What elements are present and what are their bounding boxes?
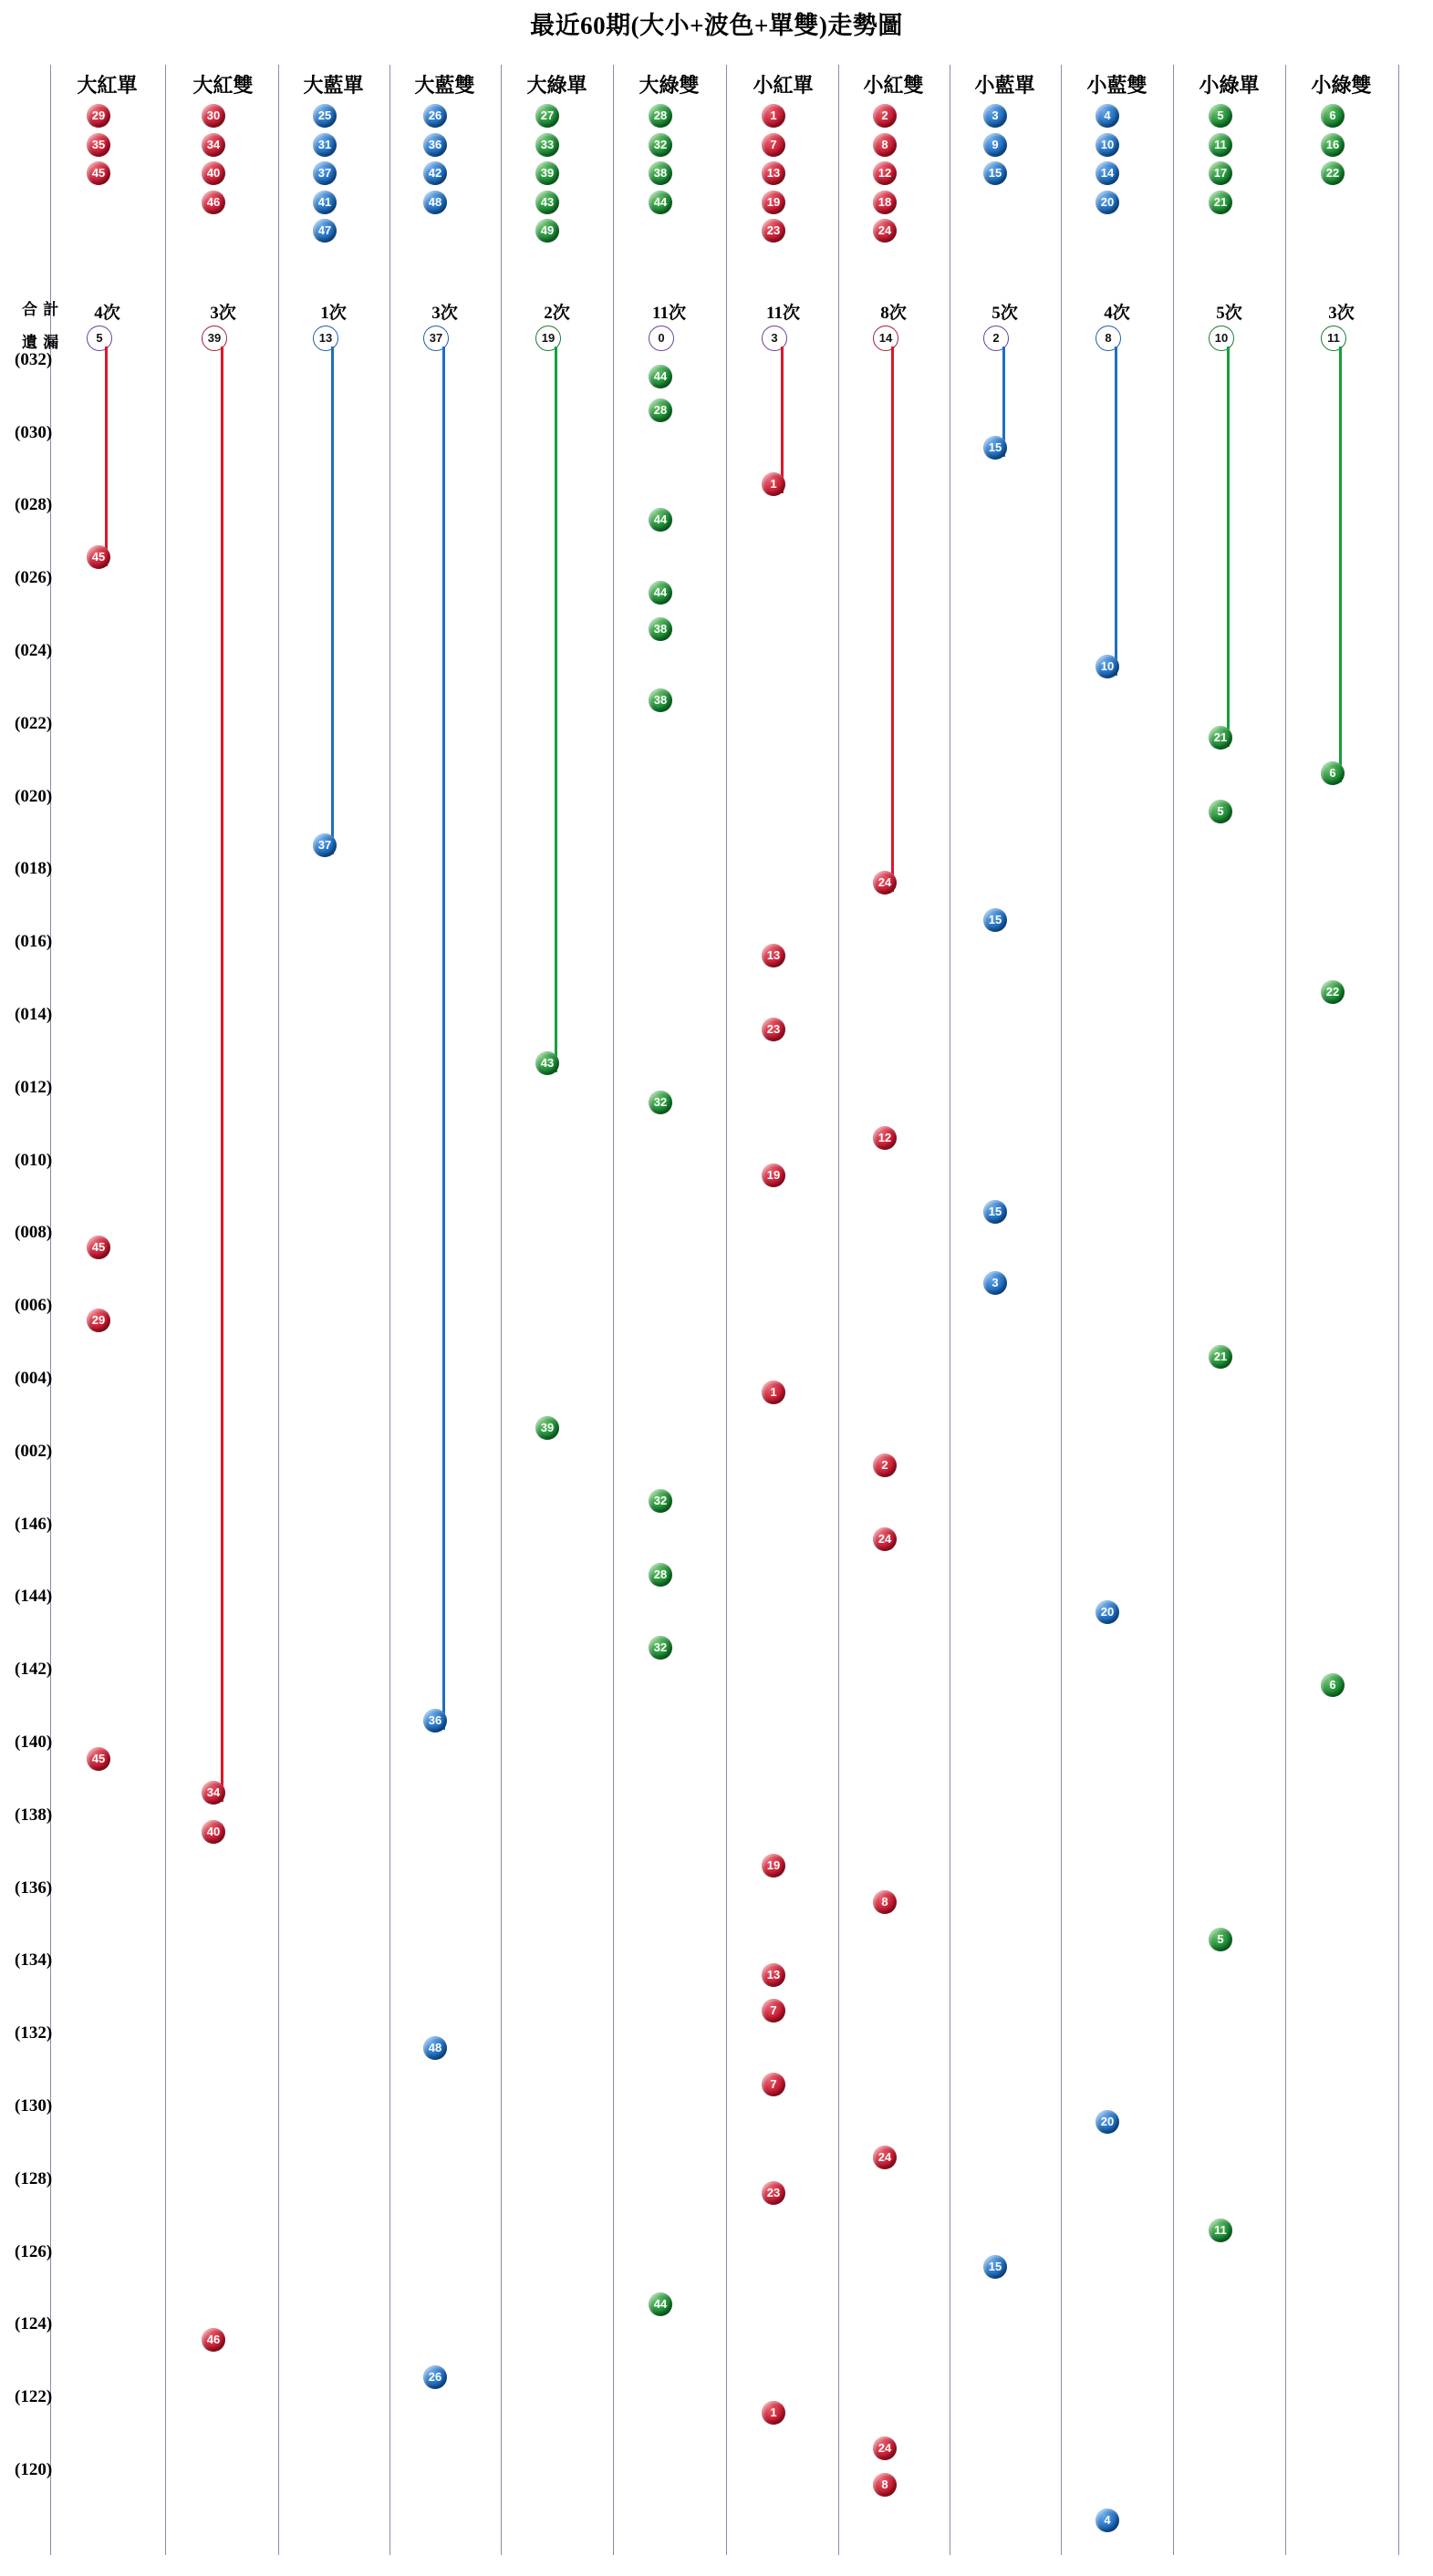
data-ball[interactable]: 21 — [1209, 726, 1232, 750]
header-ball: 19 — [762, 191, 785, 214]
data-ball[interactable]: 13 — [762, 944, 785, 967]
period-label: (006) — [15, 1296, 53, 1315]
data-ball[interactable]: 11 — [1209, 2219, 1232, 2242]
period-label: (146) — [15, 1515, 53, 1534]
data-ball[interactable]: 43 — [535, 1051, 559, 1075]
data-ball[interactable]: 44 — [649, 365, 672, 388]
period-label: (012) — [15, 1078, 53, 1097]
data-ball[interactable]: 40 — [202, 1820, 225, 1844]
data-ball[interactable]: 37 — [313, 833, 337, 857]
data-ball[interactable]: 13 — [762, 1963, 785, 1987]
data-ball[interactable]: 28 — [649, 1563, 672, 1587]
header-ball: 34 — [202, 133, 225, 157]
header-ball: 13 — [762, 161, 785, 185]
connector-line — [442, 347, 445, 1730]
column-separator — [613, 65, 614, 2555]
header-ball: 21 — [1209, 191, 1232, 214]
column-missing-ball: 10 — [1209, 326, 1234, 351]
header-ball: 7 — [762, 133, 785, 157]
column-missing-ball: 8 — [1096, 326, 1121, 351]
column-header-7: 小紅單 — [753, 74, 814, 97]
period-label: (032) — [15, 350, 53, 369]
data-ball[interactable]: 6 — [1321, 1673, 1345, 1697]
header-ball: 1 — [762, 104, 785, 128]
column-count: 8次 — [880, 304, 907, 323]
data-ball[interactable]: 6 — [1321, 761, 1345, 785]
header-ball: 23 — [762, 219, 785, 243]
column-count: 11次 — [766, 304, 800, 323]
header-ball: 27 — [535, 104, 559, 128]
column-header-8: 小紅雙 — [863, 74, 924, 97]
data-ball[interactable]: 23 — [762, 2181, 785, 2205]
period-label: (130) — [15, 2096, 53, 2116]
period-label: (142) — [15, 1660, 53, 1679]
column-count: 4次 — [94, 304, 120, 323]
data-ball[interactable]: 24 — [873, 2146, 897, 2169]
column-header-2: 大紅雙 — [192, 74, 254, 97]
column-missing-ball: 5 — [87, 326, 112, 351]
period-label: (026) — [15, 568, 53, 587]
header-ball: 37 — [313, 161, 337, 185]
connector-line — [331, 347, 334, 854]
connector-line — [555, 347, 557, 1072]
period-label: (020) — [15, 787, 53, 806]
column-separator — [1398, 65, 1399, 2555]
column-header-6: 大綠雙 — [639, 74, 700, 97]
data-ball[interactable]: 15 — [983, 436, 1007, 460]
column-separator — [1285, 65, 1286, 2555]
header-ball: 14 — [1096, 161, 1119, 185]
header-ball: 22 — [1321, 161, 1345, 185]
data-ball[interactable]: 29 — [87, 1309, 110, 1332]
summary-label-missing: 遺 漏 — [22, 334, 60, 351]
header-ball: 15 — [983, 161, 1007, 185]
period-label: (008) — [15, 1223, 53, 1242]
data-ball[interactable]: 36 — [423, 1709, 447, 1733]
header-ball: 26 — [423, 104, 447, 128]
header-ball: 36 — [423, 133, 447, 157]
column-separator — [838, 65, 839, 2555]
data-ball[interactable]: 24 — [873, 871, 897, 895]
column-count: 4次 — [1104, 304, 1130, 323]
data-ball[interactable]: 32 — [649, 1091, 672, 1114]
period-label: (024) — [15, 641, 53, 660]
header-ball: 16 — [1321, 133, 1345, 157]
column-count: 1次 — [320, 304, 347, 323]
data-ball[interactable]: 20 — [1096, 2110, 1119, 2134]
page-title: 最近60期(大小+波色+單雙)走勢圖 — [530, 12, 903, 39]
data-ball[interactable]: 1 — [762, 2401, 785, 2425]
column-header-4: 大藍雙 — [414, 74, 475, 97]
column-missing-ball: 3 — [762, 326, 787, 351]
period-label: (128) — [15, 2169, 53, 2188]
data-ball[interactable]: 1 — [762, 472, 785, 496]
column-header-3: 大藍單 — [303, 74, 364, 97]
header-ball: 38 — [649, 161, 672, 185]
header-ball: 2 — [873, 104, 897, 128]
header-ball: 32 — [649, 133, 672, 157]
data-ball[interactable]: 12 — [873, 1126, 897, 1150]
column-separator — [389, 65, 390, 2555]
data-ball[interactable]: 45 — [87, 545, 110, 569]
data-ball[interactable]: 2 — [873, 1454, 897, 1477]
period-label: (120) — [15, 2460, 53, 2479]
data-ball[interactable]: 46 — [202, 2328, 225, 2352]
connector-line — [1115, 347, 1117, 676]
data-ball[interactable]: 38 — [649, 688, 672, 712]
data-ball[interactable]: 44 — [649, 581, 672, 605]
data-ball[interactable]: 39 — [535, 1416, 559, 1440]
period-label: (124) — [15, 2314, 53, 2333]
column-count: 3次 — [210, 304, 236, 323]
header-ball: 10 — [1096, 133, 1119, 157]
column-header-12: 小綠雙 — [1311, 74, 1372, 97]
header-ball: 8 — [873, 133, 897, 157]
column-missing-ball: 0 — [649, 326, 674, 351]
period-label: (134) — [15, 1950, 53, 1970]
header-ball: 5 — [1209, 104, 1232, 128]
header-ball: 35 — [87, 133, 110, 157]
header-ball: 48 — [423, 191, 447, 214]
data-ball[interactable]: 10 — [1096, 655, 1119, 678]
data-ball[interactable]: 3 — [983, 1271, 1007, 1295]
data-ball[interactable]: 38 — [649, 617, 672, 641]
period-label: (030) — [15, 423, 53, 442]
data-ball[interactable]: 7 — [762, 1999, 785, 2023]
header-ball: 45 — [87, 161, 110, 185]
data-ball[interactable]: 44 — [649, 508, 672, 532]
header-ball: 4 — [1096, 104, 1119, 128]
column-count: 3次 — [1328, 304, 1355, 323]
data-ball[interactable]: 23 — [762, 1018, 785, 1041]
column-separator — [501, 65, 502, 2555]
header-ball: 33 — [535, 133, 559, 157]
data-ball[interactable]: 15 — [983, 2255, 1007, 2279]
data-ball[interactable]: 5 — [1209, 800, 1232, 823]
summary-label-total: 合 計 — [22, 301, 60, 318]
period-label: (138) — [15, 1805, 53, 1825]
header-ball: 49 — [535, 219, 559, 243]
data-ball[interactable]: 8 — [873, 2473, 897, 2497]
period-label: (132) — [15, 2023, 53, 2043]
connector-line — [891, 347, 894, 892]
period-label: (028) — [15, 495, 53, 514]
data-ball[interactable]: 32 — [649, 1489, 672, 1513]
period-label: (022) — [15, 714, 53, 733]
header-ball: 25 — [313, 104, 337, 128]
column-separator — [1173, 65, 1174, 2555]
connector-line — [105, 347, 108, 566]
period-label: (136) — [15, 1878, 53, 1898]
column-header-5: 大綠單 — [526, 74, 587, 97]
column-missing-ball: 19 — [535, 326, 561, 351]
data-ball[interactable]: 1 — [762, 1381, 785, 1404]
column-count: 3次 — [431, 304, 458, 323]
data-ball[interactable]: 21 — [1209, 1345, 1232, 1369]
period-label: (010) — [15, 1151, 53, 1170]
connector-line — [221, 347, 223, 1802]
header-ball: 43 — [535, 191, 559, 214]
header-ball: 12 — [873, 161, 897, 185]
column-separator — [165, 65, 166, 2555]
column-separator — [278, 65, 279, 2555]
header-ball: 3 — [983, 104, 1007, 128]
data-ball[interactable]: 32 — [649, 1636, 672, 1660]
column-header-9: 小藍單 — [974, 74, 1035, 97]
data-ball[interactable]: 5 — [1209, 1928, 1232, 1951]
data-ball[interactable]: 24 — [873, 2436, 897, 2460]
column-count: 11次 — [652, 304, 686, 323]
period-label: (014) — [15, 1005, 53, 1024]
header-ball: 11 — [1209, 133, 1232, 157]
period-label: (126) — [15, 2242, 53, 2261]
period-label: (144) — [15, 1587, 53, 1606]
data-ball[interactable]: 26 — [423, 2365, 447, 2389]
header-ball: 18 — [873, 191, 897, 214]
header-ball: 40 — [202, 161, 225, 185]
period-label: (122) — [15, 2387, 53, 2406]
data-ball[interactable]: 8 — [873, 1890, 897, 1914]
data-ball[interactable]: 34 — [202, 1781, 225, 1805]
column-header-10: 小藍雙 — [1086, 74, 1147, 97]
column-count: 5次 — [1216, 304, 1242, 323]
column-missing-ball: 11 — [1321, 326, 1346, 351]
data-ball[interactable]: 22 — [1321, 980, 1345, 1004]
header-ball: 20 — [1096, 191, 1119, 214]
column-count: 5次 — [992, 304, 1018, 323]
data-ball[interactable]: 28 — [649, 398, 672, 422]
data-ball[interactable]: 45 — [87, 1747, 110, 1771]
column-separator — [726, 65, 727, 2555]
connector-line — [1227, 347, 1230, 747]
period-label: (002) — [15, 1442, 53, 1461]
data-ball[interactable]: 45 — [87, 1236, 110, 1259]
header-ball: 24 — [873, 219, 897, 243]
header-ball: 41 — [313, 191, 337, 214]
period-label: (018) — [15, 859, 53, 878]
data-ball[interactable]: 19 — [762, 1164, 785, 1187]
data-ball[interactable]: 24 — [873, 1527, 897, 1551]
data-ball[interactable]: 15 — [983, 908, 1007, 932]
column-header-11: 小綠單 — [1199, 74, 1260, 97]
data-ball[interactable]: 15 — [983, 1200, 1007, 1224]
header-ball: 9 — [983, 133, 1007, 157]
header-ball: 46 — [202, 191, 225, 214]
period-label: (004) — [15, 1369, 53, 1388]
header-ball: 47 — [313, 219, 337, 243]
header-ball: 6 — [1321, 104, 1345, 128]
column-missing-ball: 13 — [313, 326, 338, 351]
data-ball[interactable]: 7 — [762, 2073, 785, 2096]
column-header-1: 大紅單 — [77, 74, 138, 97]
column-count: 2次 — [544, 304, 570, 323]
header-ball: 44 — [649, 191, 672, 214]
connector-line — [781, 347, 784, 493]
header-ball: 17 — [1209, 161, 1232, 185]
data-ball[interactable]: 19 — [762, 1854, 785, 1878]
column-missing-ball: 37 — [423, 326, 449, 351]
data-ball[interactable]: 48 — [423, 2036, 447, 2060]
header-ball: 30 — [202, 104, 225, 128]
data-ball[interactable]: 20 — [1096, 1600, 1119, 1624]
column-missing-ball: 14 — [873, 326, 898, 351]
header-ball: 31 — [313, 133, 337, 157]
period-label: (016) — [15, 932, 53, 951]
data-ball[interactable]: 44 — [649, 2292, 672, 2316]
column-missing-ball: 2 — [983, 326, 1009, 351]
period-label: (140) — [15, 1733, 53, 1752]
column-separator — [1061, 65, 1062, 2555]
header-ball: 42 — [423, 161, 447, 185]
header-ball: 39 — [535, 161, 559, 185]
connector-line — [1339, 347, 1342, 782]
header-ball: 29 — [87, 104, 110, 128]
header-ball: 28 — [649, 104, 672, 128]
data-ball[interactable]: 4 — [1096, 2509, 1119, 2532]
column-missing-ball: 39 — [202, 326, 227, 351]
